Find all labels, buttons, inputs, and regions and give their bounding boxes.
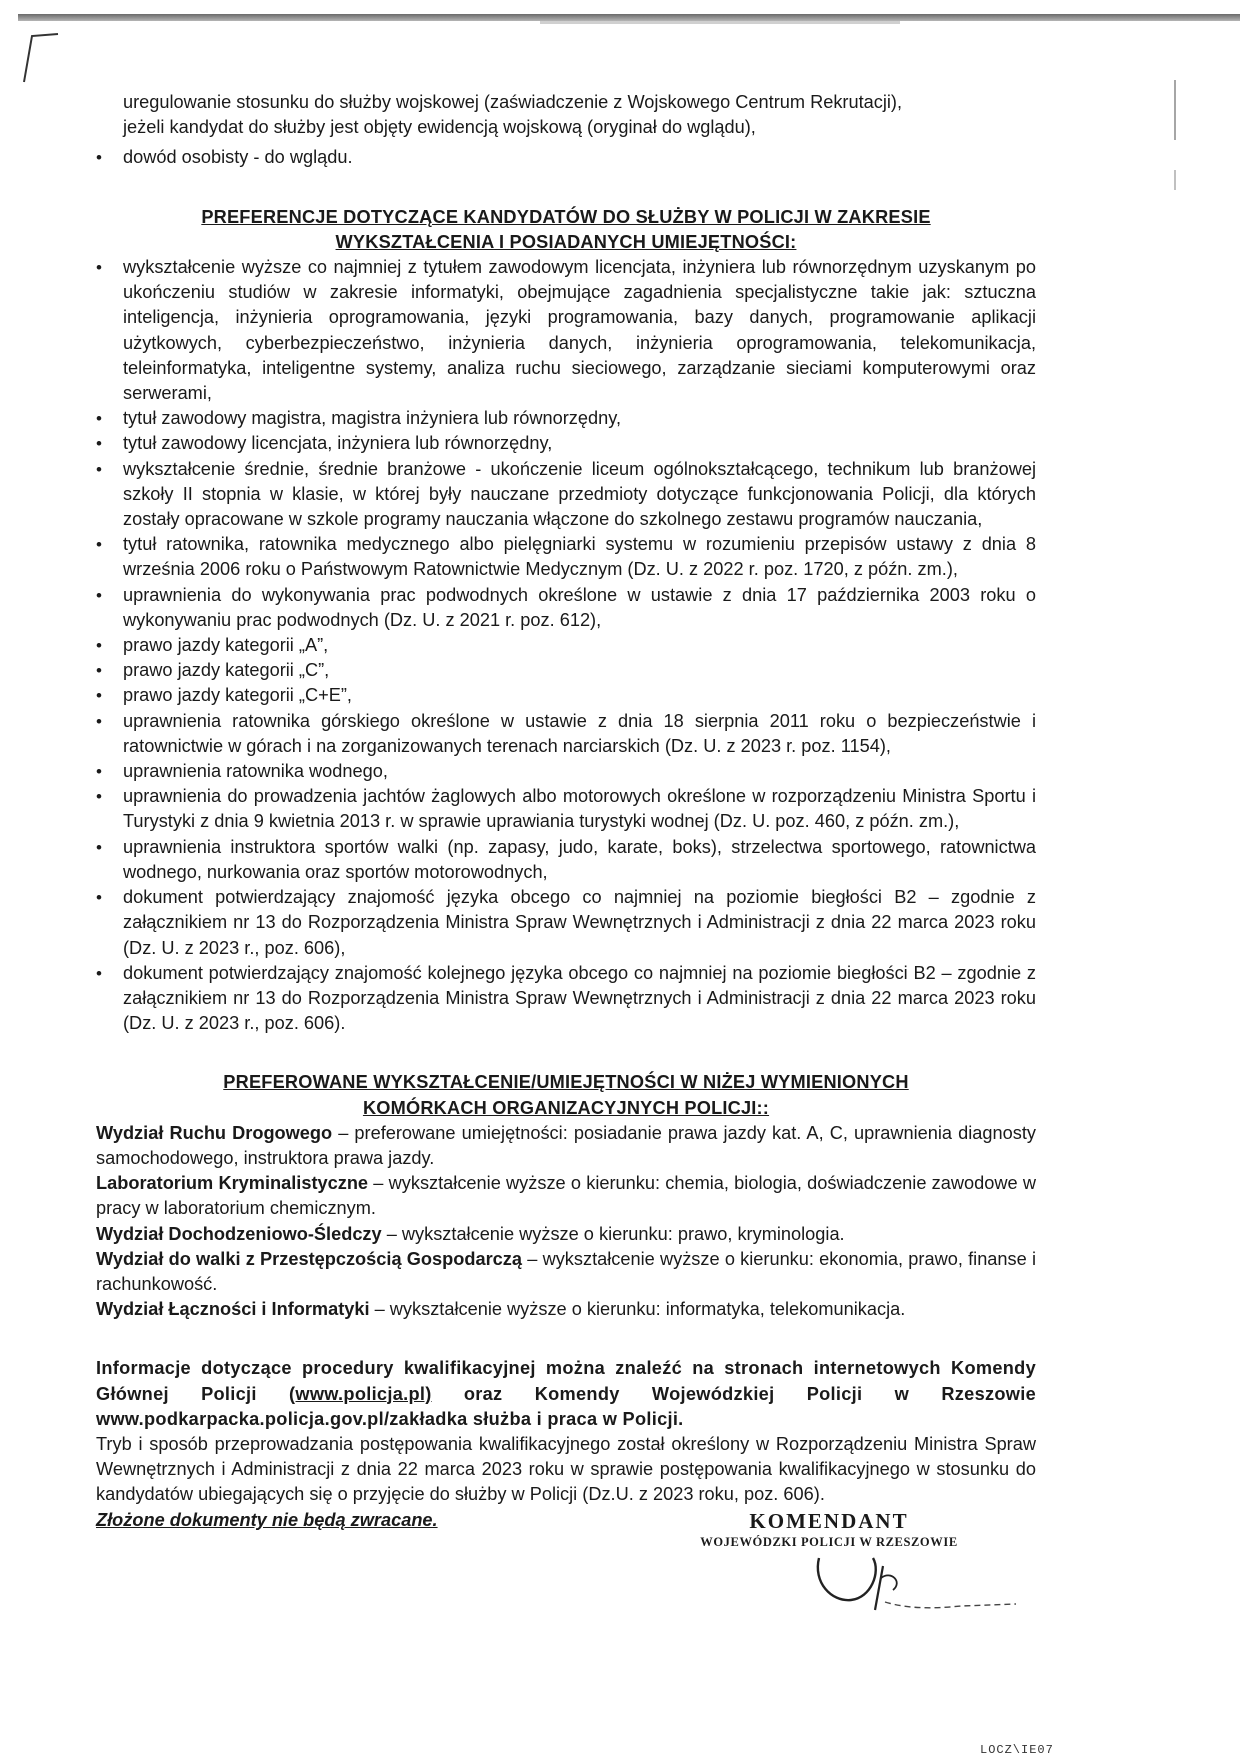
list-item: • uprawnienia instruktora sportów walki (np. zapasy, judo, karate, boks), strzelectwa sportowego, ratownictwa wodnego, nurkowania oraz sportów motorowodnych, bbox=[96, 835, 1036, 885]
procedure-paragraph: Tryb i sposób przeprowadzania postępowania kwalifikacyjnego został określony w Rozporządzeniu Ministra Spraw Wewnętrznych i Administracji z dnia 22 marca 2023 roku w sprawie postępowania kwalifikacyjnego w stosunku do kandydatów ubiegających się o przyjęcie do służby w Policji (Dz.U. z 2023 roku, poz. 606). bbox=[96, 1433, 1036, 1505]
document-body bbox=[96, 90, 1036, 1578]
list-item: • uprawnienia do prowadzenia jachtów żaglowych albo motorowych określone w rozporządzeniu Ministra Sportu i Turystyki z dnia 9 kwietnia 2013 r. w sprawie uprawiania turystyki wodnej (Dz. U. poz. 460, z późn. zm.), bbox=[96, 784, 1036, 834]
unit-description: – wykształcenie wyższe o kierunku: chemia, biologia, doświadczenie zawodowe w pracy w laboratorium chemicznym. bbox=[96, 1173, 1036, 1219]
unit-description: – wykształcenie wyższe o kierunku: prawo, kryminologia. bbox=[381, 1223, 845, 1244]
info-text-pre: Informacje dotyczące procedury kwalifikacyjnej można znaleźć na stronach internetowych Komendy Głównej Policji bbox=[96, 1358, 1036, 1404]
unit-entry bbox=[96, 1171, 1036, 1221]
document-reference-code: LOCZ\IE07 bbox=[980, 1743, 1054, 1757]
unit-name: Wydział Ruchu Drogowego bbox=[96, 1122, 333, 1143]
spacer bbox=[96, 171, 1036, 205]
list-item: • uprawnienia do wykonywania prac podwodnych określone w ustawie z dnia 17 października 2003 roku o wykonywaniu prac podwodnych (Dz. U. z 2021 r. poz. 612), bbox=[96, 583, 1036, 633]
stamp-title: KOMENDANT bbox=[749, 1508, 909, 1533]
unit-entry bbox=[96, 1297, 1036, 1322]
unit-description: – preferowane umiejętności: posiadanie prawa jazdy kat. A, C, uprawnienia diagnosty samochodowego, instruktora prawa jazdy. bbox=[96, 1122, 1036, 1168]
footer bbox=[96, 1508, 1036, 1578]
intro-line-2: jeżeli kandydat do służby jest objęty ewidencją wojskową (oryginał do wglądu), bbox=[123, 117, 756, 138]
official-stamp bbox=[694, 1508, 964, 1550]
spacer bbox=[96, 1036, 1036, 1070]
info-paragraph bbox=[96, 1356, 1036, 1432]
list-item: • dowód osobisty - do wglądu. bbox=[96, 145, 1036, 170]
list-item: • wykształcenie wyższe co najmniej z tytułem zawodowym licencjata, inżyniera lub równorzędnym uzyskanym po ukończeniu studiów w zakresie informatyki, obejmujące zagadnienia specjalistyczne takie jak: sztuczna inteligencja, inżynieria oprogramowania, języki programowania, bazy danych, programowanie aplikacji użytkowych, cyberbezpieczeństwo, inżynieria danych, inżynieria oprogramowania, telekomunikacja, teleinformatyka, inteligentne systemy, analiza ruchu sieciowego, zarządzanie sieciami komputerowymi oraz serwerami, bbox=[96, 255, 1036, 406]
intro-list bbox=[96, 145, 1036, 170]
section-2-heading-line-2: KOMÓRKACH ORGANIZACYJNYCH POLICJI:: bbox=[362, 1097, 770, 1118]
unit-name: Wydział do walki z Przestępczością Gospodarczą bbox=[96, 1248, 523, 1269]
list-item: • dokument potwierdzający znajomość języka obcego co najmniej na poziomie biegłości B2 – zgodnie z załącznikiem nr 13 do Rozporządzenia Ministra Spraw Wewnętrznych i Administracji z dnia 22 marca 2023 roku (Dz. U. z 2023 r., poz. 606), bbox=[96, 885, 1036, 961]
unit-description: – wykształcenie wyższe o kierunku: informatyka, telekomunikacja. bbox=[369, 1299, 906, 1320]
spacer bbox=[96, 1322, 1036, 1356]
preferences-list bbox=[96, 255, 1036, 1036]
info-text-post: oraz Komendy Wojewódzkiej Policji w Rzeszowie www.podkarpacka.policja.gov.pl/zakładka służba i praca w Policji. bbox=[96, 1383, 1037, 1429]
section-1-heading-line-1: PREFERENCJE DOTYCZĄCE KANDYDATÓW DO SŁUŻBY W POLICJI W ZAKRESIE bbox=[201, 206, 931, 227]
section-2-heading-line-1: PREFEROWANE WYKSZTAŁCENIE/UMIEJĘTNOŚCI W NIŻEJ WYMIENIONYCH bbox=[223, 1072, 909, 1093]
scan-border-top bbox=[18, 14, 1240, 21]
intro-line-1: uregulowanie stosunku do służby wojskowej (zaświadczenie z Wojskowego Centrum Rekrutacji), bbox=[123, 92, 903, 112]
documents-not-returned-note: Złożone dokumenty nie będą zwracane. bbox=[96, 1509, 438, 1530]
unit-description: – wykształcenie wyższe o kierunku: ekonomia, prawo, finanse i rachunkowość. bbox=[96, 1248, 1037, 1294]
stamp-subtitle: WOJEWÓDZKI POLICJI W RZESZOWIE bbox=[700, 1534, 958, 1549]
units-list bbox=[96, 1121, 1036, 1323]
unit-entry bbox=[96, 1222, 1036, 1247]
scan-edge-mark bbox=[1172, 80, 1178, 220]
policja-link[interactable]: (www.policja.pl) bbox=[289, 1383, 432, 1404]
list-item: • dokument potwierdzający znajomość kolejnego języka obcego co najmniej na poziomie biegłości B2 – zgodnie z załącznikiem nr 13 do Rozporządzenia Ministra Spraw Wewnętrznych i Administracji z dnia 22 marca 2023 roku (Dz. U. z 2023 r., poz. 606). bbox=[96, 961, 1036, 1037]
intro-paragraph bbox=[96, 90, 1036, 140]
list-item: • uprawnienia ratownika wodnego, bbox=[96, 759, 1036, 784]
list-item: • wykształcenie średnie, średnie branżowe - ukończenie liceum ogólnokształcącego, technikum lub branżowej szkoły II stopnia w klasie, w której były nauczane przedmioty dotyczące funkcjonowania Policji, dla których zostały opracowane w szkole programy nauczania włączone do szkolnego zestawu programów nauczania, bbox=[96, 457, 1036, 533]
handwritten-signature bbox=[811, 1552, 1021, 1622]
scan-corner-mark bbox=[18, 30, 88, 90]
list-item: • prawo jazdy kategorii „C+E”, bbox=[96, 683, 1036, 708]
scan-border-shadow bbox=[540, 21, 900, 24]
unit-name: Wydział Dochodzeniowo-Śledczy bbox=[96, 1223, 382, 1244]
unit-entry bbox=[96, 1247, 1036, 1297]
list-item: • prawo jazdy kategorii „A”, bbox=[96, 633, 1036, 658]
section-1-heading-line-2: WYKSZTAŁCENIA I POSIADANYCH UMIEJĘTNOŚCI: bbox=[335, 231, 797, 252]
unit-name: Laboratorium Kryminalistyczne bbox=[96, 1173, 369, 1194]
list-item: • uprawnienia ratownika górskiego określone w ustawie z dnia 18 sierpnia 2011 roku o bezpieczeństwie i ratownictwie w górach i na zorganizowanych terenach narciarskich (Dz. U. z 2023 r. poz. 1154), bbox=[96, 709, 1036, 759]
list-item: • prawo jazdy kategorii „C”, bbox=[96, 658, 1036, 683]
unit-entry bbox=[96, 1121, 1036, 1171]
list-item: • tytuł zawodowy magistra, magistra inżyniera lub równorzędny, bbox=[96, 406, 1036, 431]
unit-name: Wydział Łączności i Informatyki bbox=[96, 1299, 370, 1320]
list-item: • tytuł ratownika, ratownika medycznego albo pielęgniarki systemu w rozumieniu przepisów ustawy z dnia 8 września 2006 roku o Państwowym Ratownictwie Medycznym (Dz. U. z 2022 r. poz. 1720, z późn. zm.), bbox=[96, 532, 1036, 582]
list-item: • tytuł zawodowy licencjata, inżyniera lub równorzędny, bbox=[96, 431, 1036, 456]
